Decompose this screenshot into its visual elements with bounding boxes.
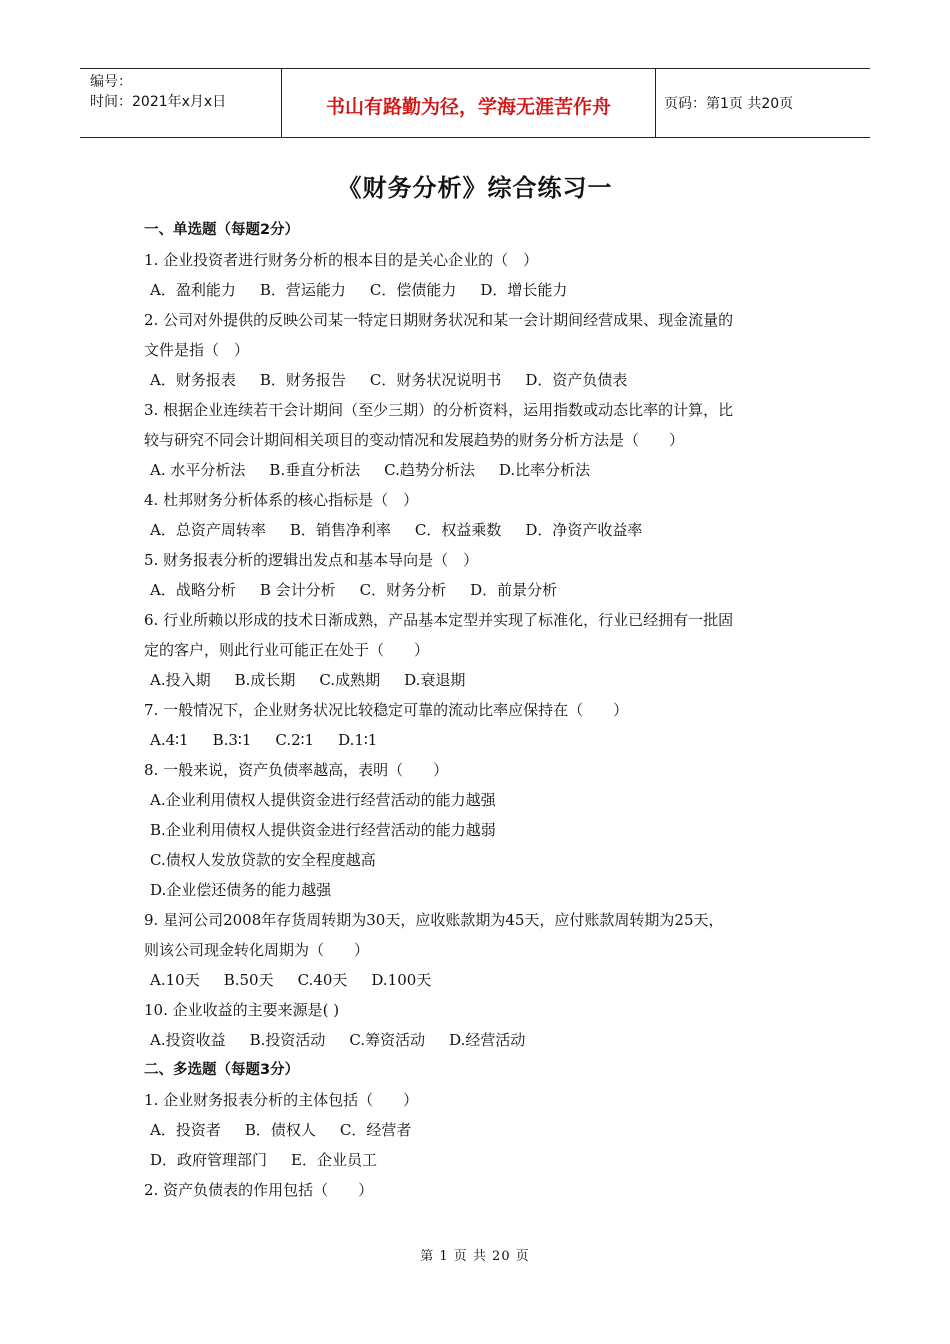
answer-option: D．增长能力 xyxy=(480,281,568,299)
answer-option: B.50天 xyxy=(223,971,274,989)
answer-option: D．政府管理部门 xyxy=(150,1151,268,1169)
answer-option: B．销售净利率 xyxy=(289,521,391,539)
section-heading: 二、多选题（每题3分） xyxy=(144,1062,300,1078)
question-text: 较与研究不同会计期间相关项目的变动情况和发展趋势的财务分析方法是（ ） xyxy=(144,431,685,449)
answer-option: B.垂直分析法 xyxy=(269,461,361,479)
answer-option: A．盈利能力 xyxy=(150,281,236,299)
answer-option: B．债权人 xyxy=(244,1121,316,1139)
time-label: 时间：2021年x月x日 xyxy=(90,94,227,110)
answer-option: D.衰退期 xyxy=(404,671,466,689)
answer-option: B．营运能力 xyxy=(259,281,346,299)
option-row xyxy=(144,815,804,845)
question-text: 则该公司现金转化周期为（ ） xyxy=(144,941,370,959)
answer-option: A.投资收益 xyxy=(150,1031,226,1049)
question-text: 9. 星河公司2008年存货周转期为30天，应收账款期为45天，应付账款周转期为25天， xyxy=(144,911,724,929)
motto: 书山有路勤为径，学海无涯苦作舟 xyxy=(325,96,611,118)
option-row xyxy=(144,275,804,305)
question-text: 2. 资产负债表的作用包括（ ） xyxy=(144,1181,374,1199)
option-row xyxy=(144,455,804,485)
answer-option: D.1∶1 xyxy=(338,731,378,749)
answer-option: B.成长期 xyxy=(234,671,296,689)
option-row xyxy=(144,785,804,815)
motto-cell xyxy=(282,69,656,137)
answer-option: A. 水平分析法 xyxy=(150,461,246,479)
answer-option: D．净资产收益率 xyxy=(525,521,643,539)
answer-option: B.投资活动 xyxy=(249,1031,326,1049)
answer-option: A.投入期 xyxy=(150,671,211,689)
answer-option: A．财务报表 xyxy=(150,371,236,389)
question-text: 4. 杜邦财务分析体系的核心指标是（ ） xyxy=(144,491,419,509)
question-text: 1. 企业投资者进行财务分析的根本目的是关心企业的（ ） xyxy=(144,251,539,269)
answer-option: D.企业偿还债务的能力越强 xyxy=(150,881,332,899)
question-text: 定的客户，则此行业可能正在处于（ ） xyxy=(144,641,430,659)
answer-option: D.比率分析法 xyxy=(498,461,591,479)
option-row xyxy=(144,725,804,755)
option-row xyxy=(144,845,804,875)
answer-option: B.3∶1 xyxy=(212,731,252,749)
option-row xyxy=(144,965,804,995)
code-label: 编号： xyxy=(90,74,132,90)
exercise-content xyxy=(144,215,804,1205)
answer-option: A.10天 xyxy=(150,971,200,989)
answer-option: D.经营活动 xyxy=(449,1031,526,1049)
answer-option: C.40天 xyxy=(297,971,348,989)
page-footer: 第 1 页 共 20 页 xyxy=(420,1249,530,1264)
answer-option: B 会计分析 xyxy=(259,581,336,599)
question-text: 文件是指（ ） xyxy=(144,341,250,359)
section-heading: 一、单选题（每题2分） xyxy=(144,222,300,238)
question-text: 7. 一般情况下，企业财务状况比较稳定可靠的流动比率应保持在（ ） xyxy=(144,701,629,719)
option-row xyxy=(144,1025,804,1055)
answer-option: A.4∶1 xyxy=(150,731,189,749)
answer-option: D．资产负债表 xyxy=(525,371,628,389)
answer-option: A.企业利用债权人提供资金进行经营活动的能力越强 xyxy=(150,791,496,809)
answer-option: B.企业利用债权人提供资金进行经营活动的能力越弱 xyxy=(150,821,496,839)
option-row xyxy=(144,665,804,695)
option-row xyxy=(144,1145,804,1175)
question-text: 6. 行业所赖以形成的技术日渐成熟，产品基本定型并实现了标准化，行业已经拥有一批固 xyxy=(144,611,734,629)
answer-option: C.趋势分析法 xyxy=(384,461,475,479)
answer-option: C.2∶1 xyxy=(275,731,315,749)
question-text: 1. 企业财务报表分析的主体包括（ ） xyxy=(144,1091,419,1109)
answer-option: C．财务分析 xyxy=(359,581,447,599)
option-row xyxy=(144,515,804,545)
option-row xyxy=(144,875,804,905)
answer-option: D.100天 xyxy=(371,971,432,989)
page-title: 《财务分析》综合练习一 xyxy=(337,174,613,202)
answer-option: C.债权人发放贷款的安全程度越高 xyxy=(150,851,376,869)
question-text: 8. 一般来说，资产负债率越高，表明（ ） xyxy=(144,761,449,779)
answer-option: C．财务状况说明书 xyxy=(369,371,502,389)
answer-option: C．经营者 xyxy=(339,1121,412,1139)
answer-option: C．权益乘数 xyxy=(414,521,502,539)
answer-option: B．财务报告 xyxy=(259,371,346,389)
header-table xyxy=(80,68,870,138)
answer-option: C.筹资活动 xyxy=(349,1031,426,1049)
answer-option: D．前景分析 xyxy=(470,581,558,599)
answer-option: A．投资者 xyxy=(150,1121,221,1139)
answer-option: A．总资产周转率 xyxy=(150,521,266,539)
option-row xyxy=(144,1115,804,1145)
answer-option: A．战略分析 xyxy=(150,581,236,599)
answer-option: C．偿债能力 xyxy=(369,281,457,299)
page-info-cell xyxy=(656,69,870,137)
answer-option: C.成熟期 xyxy=(319,671,381,689)
question-text: 2. 公司对外提供的反映公司某一特定日期财务状况和某一会计期间经营成果、现金流量的 xyxy=(144,311,734,329)
answer-option: E．企业员工 xyxy=(291,1151,377,1169)
question-text: 10. 企业收益的主要来源是( ) xyxy=(144,1001,340,1019)
option-row xyxy=(144,575,804,605)
question-text: 3. 根据企业连续若干会计期间（至少三期）的分析资料，运用指数或动态比率的计算，比 xyxy=(144,401,734,419)
question-text: 5. 财务报表分析的逻辑出发点和基本导向是（ ） xyxy=(144,551,479,569)
header-meta-cell xyxy=(80,69,282,137)
option-row xyxy=(144,365,804,395)
page-info: 页码：第1页 共20页 xyxy=(664,96,794,112)
